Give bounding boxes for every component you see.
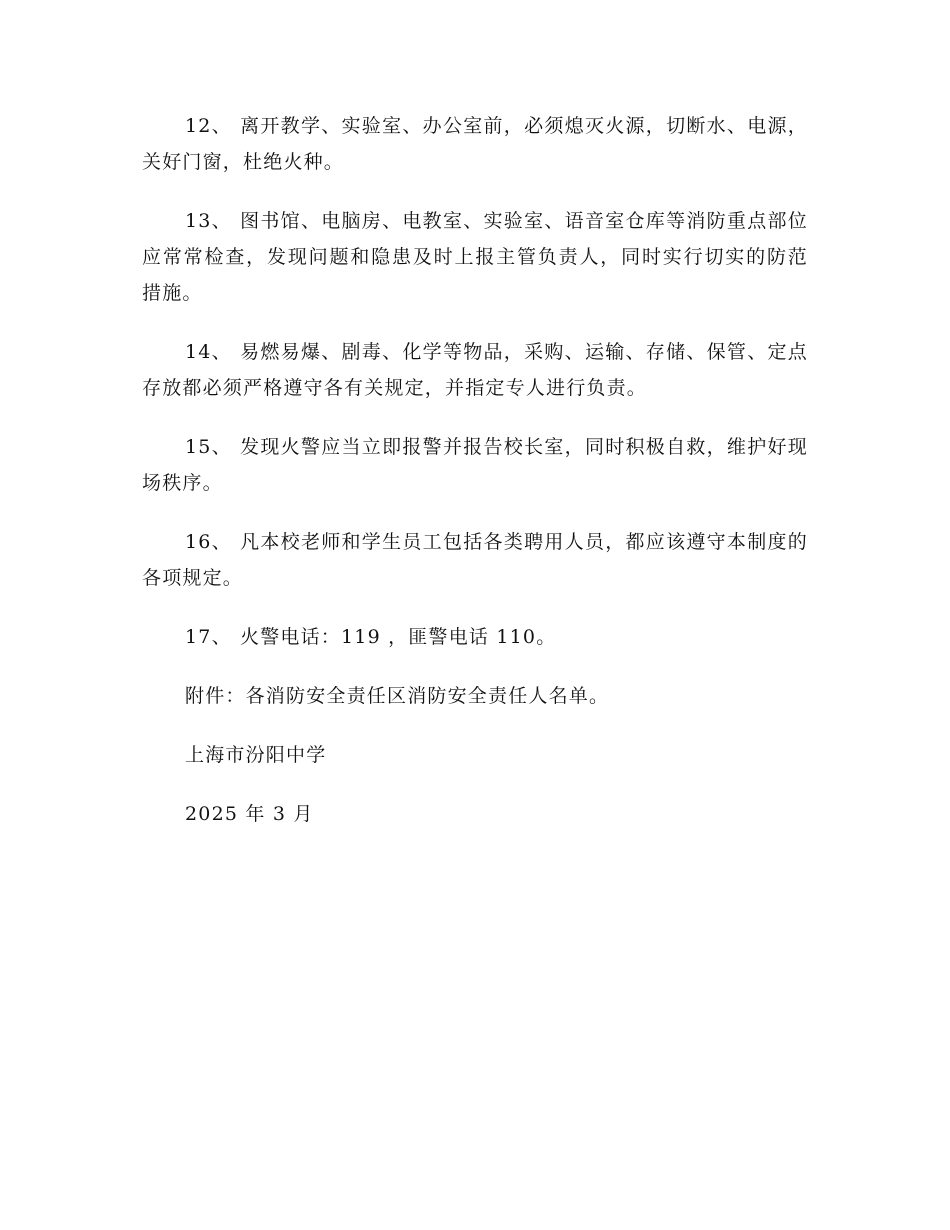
rule-item-15 (142, 429, 808, 501)
rule-number: 13、 (185, 210, 232, 232)
rule-text: 发现火警应当立即报警并报告校长室，同时积极自救，维护好现场秩序。 (142, 436, 808, 494)
rule-item-12 (142, 108, 808, 180)
rule-text: 离开教学、实验室、办公室前，必须熄灭火源，切断水、电源，关好门窗，杜绝火种。 (142, 115, 808, 173)
rule-number: 14、 (185, 341, 232, 363)
attachment-note: 附件：各消防安全责任区消防安全责任人名单。 (185, 685, 610, 707)
rule-item-14 (142, 334, 808, 406)
rule-text: 图书馆、电脑房、电教室、实验室、语音室仓库等消防重点部位应常常检查，发现问题和隐患及时上报主管负责人，同时实行切实的防范措施。 (142, 210, 808, 304)
organization-name: 上海市汾阳中学 (185, 744, 327, 766)
rule-item-16 (142, 524, 808, 596)
rule-number: 15、 (185, 436, 232, 458)
rule-item-17 (142, 619, 808, 655)
rule-text: 凡本校老师和学生员工包括各类聘用人员，都应该遵守本制度的各项规定。 (142, 531, 808, 589)
rule-item-13 (142, 203, 808, 311)
rule-number: 12、 (185, 115, 232, 137)
rule-text: 火警电话：119 ，匪警电话 110。 (240, 626, 557, 648)
document-date: 2025 年 3 月 (185, 803, 314, 825)
rule-text: 易燃易爆、剧毒、化学等物品，采购、运输、存储、保管、定点存放都必须严格遵守各有关规定，并指定专人进行负责。 (142, 341, 808, 399)
rule-number: 17、 (185, 626, 232, 648)
rule-number: 16、 (185, 531, 232, 553)
document-body (142, 108, 808, 855)
